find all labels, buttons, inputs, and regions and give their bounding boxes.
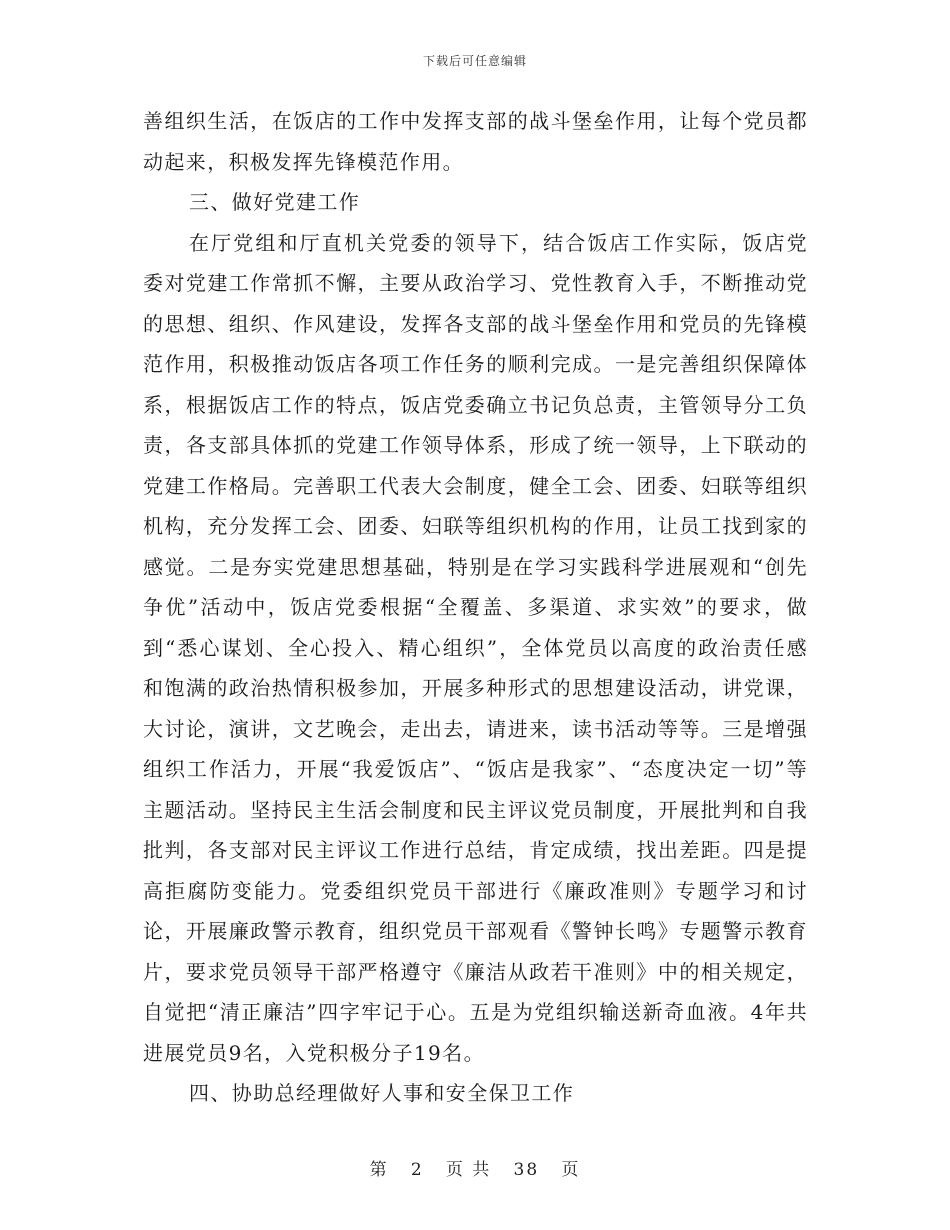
page-footer: [0, 1155, 950, 1180]
section-heading-3: 三、做好党建工作: [189, 190, 361, 214]
section-heading-4: 四、协助总经理做好人事和安全保卫工作: [189, 1081, 575, 1105]
total-pages-number: 38: [513, 1160, 540, 1180]
page-header: 下载后可任意编辑: [422, 54, 527, 68]
paragraph-continuation: 善组织生活，在饭店的工作中发挥支部的战斗堡垒作用，让每个党员都动起来，积极发挥先锋模范作用。: [143, 109, 808, 174]
paragraph-party-building: 在厅党组和厅直机关党委的领导下，结合饭店工作实际，饭店党委对党建工作常抓不懈，主要从政治学习、党性教育入手，不断推动党的思想、组织、作风建设，发挥各支部的战斗堡垒作用和党员的先锋模范作用，积极推动饭店各项工作任务的顺利完成。一是完善组织保障体系，根据饭店工作的特点，饭店党委确立书记负总责，主管领导分工负责，各支部具体抓的党建工作领导体系，形成了统一领导，上下联动的党建工作格局。完善职工代表大会制度，健全工会、团委、妇联等组织机构，充分发挥工会、团委、妇联等组织机构的作用，让员工找到家的感觉。二是夯实党建思想基础，特别是在学习实践科学进展观和“创先争优”活动中，饭店党委根据“全覆盖、多渠道、求实效”的要求，做到“悉心谋划、全心投入、精心组织”，全体党员以高度的政治责任感和饱满的政治热情积极参加，开展多种形式的思想建设活动，讲党课，大讨论，演讲，文艺晚会，走出去，请进来，读书活动等等。三是增强组织工作活力，开展“我爱饭店”、“饭店是我家”、“态度决定一切”等主题活动。坚持民主生活会制度和民主评议党员制度，开展批判和自我批判，各支部对民主评议工作进行总结，肯定成绩，找出差距。四是提高拒腐防变能力。党委组织党员干部进行《廉政准则》专题学习和讨论，开展廉政警示教育，组织党员干部观看《警钟长鸣》专题警示教育片，要求党员领导干部严格遵守《廉洁从政若干准则》中的相关规定，自觉把“清正廉洁”四字牢记于心。五是为党组织输送新奇血液。4年共进展党员9名，入党积极分子19名。: [143, 230, 808, 1065]
document-body: [143, 101, 808, 1114]
footer-middle: 页 共: [445, 1160, 492, 1180]
footer-prefix: 第: [369, 1160, 389, 1180]
footer-suffix: 页: [561, 1160, 581, 1180]
current-page-number: 2: [410, 1160, 424, 1180]
